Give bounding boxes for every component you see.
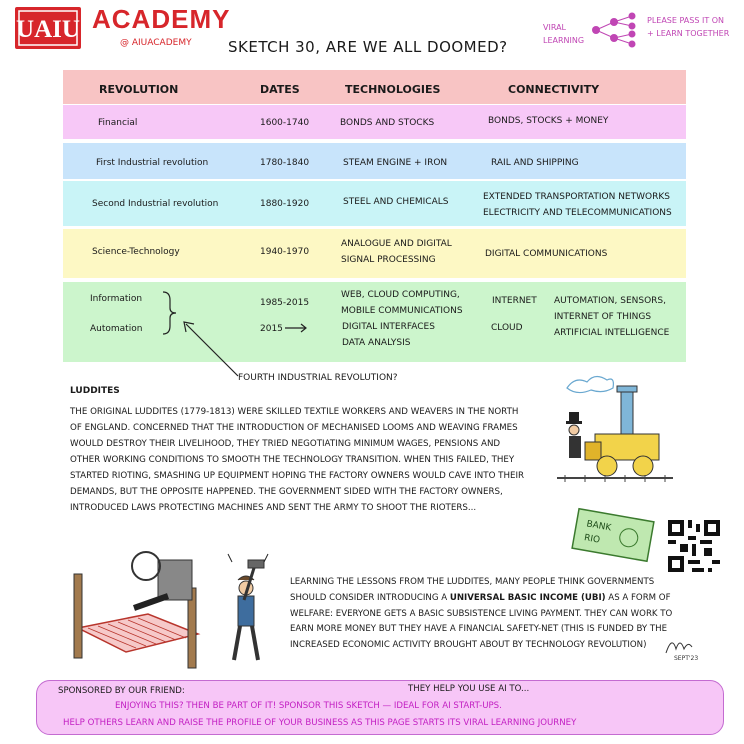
viral-line-2: LEARNING bbox=[543, 36, 585, 45]
luddites-heading: LUDDITES bbox=[70, 386, 120, 396]
connectivity-cell: DIGITAL COMMUNICATIONS bbox=[485, 249, 608, 259]
col-revolution: REVOLUTION bbox=[99, 83, 179, 96]
ubi-bold: UNIVERSAL BASIC INCOME (UBI) bbox=[449, 592, 606, 603]
banknote-rio: RIO bbox=[583, 533, 601, 546]
brand-name: ACADEMY bbox=[92, 4, 231, 34]
technologies-cell: DIGITAL INTERFACES bbox=[342, 322, 435, 332]
brace-icon bbox=[160, 290, 178, 336]
uaiu-logo bbox=[14, 6, 82, 50]
connectivity-cell: AUTOMATION, SENSORS, bbox=[554, 296, 666, 306]
pass-it-on-label bbox=[647, 14, 729, 40]
connectivity-cell: INTERNET bbox=[492, 296, 537, 306]
revolution-cell-information: Information bbox=[90, 294, 143, 304]
connectivity-cell: ARTIFICIAL INTELLIGENCE bbox=[554, 328, 670, 338]
dates-cell: 1985-2015 bbox=[260, 298, 310, 308]
revolution-cell: Financial bbox=[98, 118, 138, 128]
social-handle: @ AIUACADEMY bbox=[120, 38, 192, 48]
connectivity-cell: CLOUD bbox=[491, 323, 523, 333]
dates-cell: 1600-1740 bbox=[260, 118, 310, 128]
technologies-cell: MOBILE COMMUNICATIONS bbox=[341, 306, 463, 316]
connectivity-cell: RAIL AND SHIPPING bbox=[491, 158, 579, 168]
ubi-paragraph bbox=[290, 575, 690, 654]
banknote-illustration bbox=[567, 505, 659, 565]
technologies-cell: STEAM ENGINE + IRON bbox=[343, 158, 448, 168]
page-title: SKETCH 30, ARE WE ALL DOOMED? bbox=[228, 38, 508, 56]
dates-cell: 2015 bbox=[260, 324, 283, 334]
viral-line-1: VIRAL bbox=[543, 23, 566, 32]
qr-code-icon bbox=[668, 520, 720, 572]
logo-text: UAIU bbox=[16, 16, 80, 43]
luddites-paragraph: THE ORIGINAL LUDDITES (1779-1813) WERE SKILLED TEXTILE WORKERS AND WEAVERS IN THE NORTH OF ENGLAND. CONCERNED THAT THE INTRODUCTION OF MECHANISED LOOMS AND WEAVING FRAMES WOULD DESTROY THEIR LIVELIHOOD, THEY TRIED NEGOTIATING MINIMUM WAGES, PENSIONS AND OTHER WORKING CONDITIONS TO SMOOTH THE TECHNOLOGY TRANSITION. WHEN THIS FAILED, THEY STARTED RIOTING, SMASHING UP EQUIPMENT HOPING THE FACTORY OWNERS WOULD CAVE INTO THEIR DEMANDS, BUT THE OPPOSITE HAPPENED. THE GOVERNMENT SIDED WITH THE FACTORY OWNERS, INTRODUCED LAWS PROTECTING MACHINES AND SENT THE ARMY TO SHOOT THE RIOTERS... bbox=[70, 407, 525, 513]
technologies-cell: WEB, CLOUD COMPUTING, bbox=[341, 290, 460, 300]
connectivity-cell: EXTENDED TRANSPORTATION NETWORKS bbox=[483, 192, 670, 202]
pointer-arrow-icon bbox=[180, 318, 242, 380]
technologies-cell: STEEL AND CHEMICALS bbox=[343, 197, 449, 207]
technologies-cell: ANALOGUE AND DIGITAL bbox=[341, 239, 452, 249]
luddite-loom-illustration bbox=[68, 548, 290, 678]
pass-line-1: PLEASE PASS IT ON bbox=[647, 16, 725, 25]
revolution-cell: First Industrial revolution bbox=[96, 158, 209, 168]
technologies-cell: SIGNAL PROCESSING bbox=[341, 255, 436, 265]
pass-line-2: + LEARN TOGETHER bbox=[647, 29, 730, 38]
ubi-text-after: AS A FORM OF WELFARE: EVERYONE GETS A BASIC SUBSISTENCE LIVING PAYMENT. THEY CAN WORK TO EARN MORE MONEY BUT THEY HAVE A FINANCIAL SAFETY-NET (THIS IS FUNDED BY THE INCREASED ECONOMIC ACTIVITY BROUGHT ABOUT BY TECHNOLOGY REVOLUTION) bbox=[290, 592, 673, 651]
connectivity-cell: INTERNET OF THINGS bbox=[554, 312, 652, 322]
dates-cell: 1880-1920 bbox=[260, 199, 310, 209]
arrow-right-icon bbox=[284, 322, 308, 334]
viral-learning-label bbox=[543, 21, 584, 47]
signature-date: SEPT'23 bbox=[674, 655, 699, 662]
dates-cell: 1780-1840 bbox=[260, 158, 310, 168]
connectivity-cell: ELECTRICITY AND TELECOMMUNICATIONS bbox=[483, 208, 672, 218]
network-dots-icon bbox=[590, 12, 642, 48]
technologies-cell: BONDS AND STOCKS bbox=[340, 118, 435, 128]
banknote-bank: BANK bbox=[585, 519, 612, 534]
revolution-cell: Science-Technology bbox=[92, 247, 180, 257]
dates-cell: 1940-1970 bbox=[260, 247, 310, 257]
sponsor-banner[interactable] bbox=[36, 680, 724, 735]
fourth-revolution-label: FOURTH INDUSTRIAL REVOLUTION? bbox=[238, 373, 398, 383]
col-connectivity: CONNECTIVITY bbox=[508, 83, 600, 96]
col-dates: DATES bbox=[260, 83, 300, 96]
steam-train-illustration bbox=[555, 372, 675, 487]
col-technologies: TECHNOLOGIES bbox=[345, 83, 441, 96]
connectivity-cell: BONDS, STOCKS + MONEY bbox=[488, 116, 609, 126]
technologies-cell: DATA ANALYSIS bbox=[342, 338, 411, 348]
sponsor-right-label: THEY HELP YOU USE AI TO... bbox=[408, 684, 530, 694]
revolution-cell-automation: Automation bbox=[90, 324, 143, 334]
sponsor-tagline: HELP OTHERS LEARN AND RAISE THE PROFILE OF YOUR BUSINESS AS THIS PAGE STARTS ITS VIRAL LEARNING JOURNEY bbox=[63, 718, 577, 728]
ubi-text-before: LEARNING THE LESSONS FROM THE LUDDITES, MANY PEOPLE THINK GOVERNMENTS SHOULD CONSIDER INTRODUCING A bbox=[290, 577, 655, 603]
revolution-cell: Second Industrial revolution bbox=[92, 199, 219, 209]
sponsor-left-label: SPONSORED BY OUR FRIEND: bbox=[58, 686, 185, 696]
signature-illustration bbox=[662, 633, 710, 663]
sponsor-call-to-action: ENJOYING THIS? THEN BE PART OF IT! SPONSOR THIS SKETCH — IDEAL FOR AI START-UPS. bbox=[115, 701, 502, 711]
